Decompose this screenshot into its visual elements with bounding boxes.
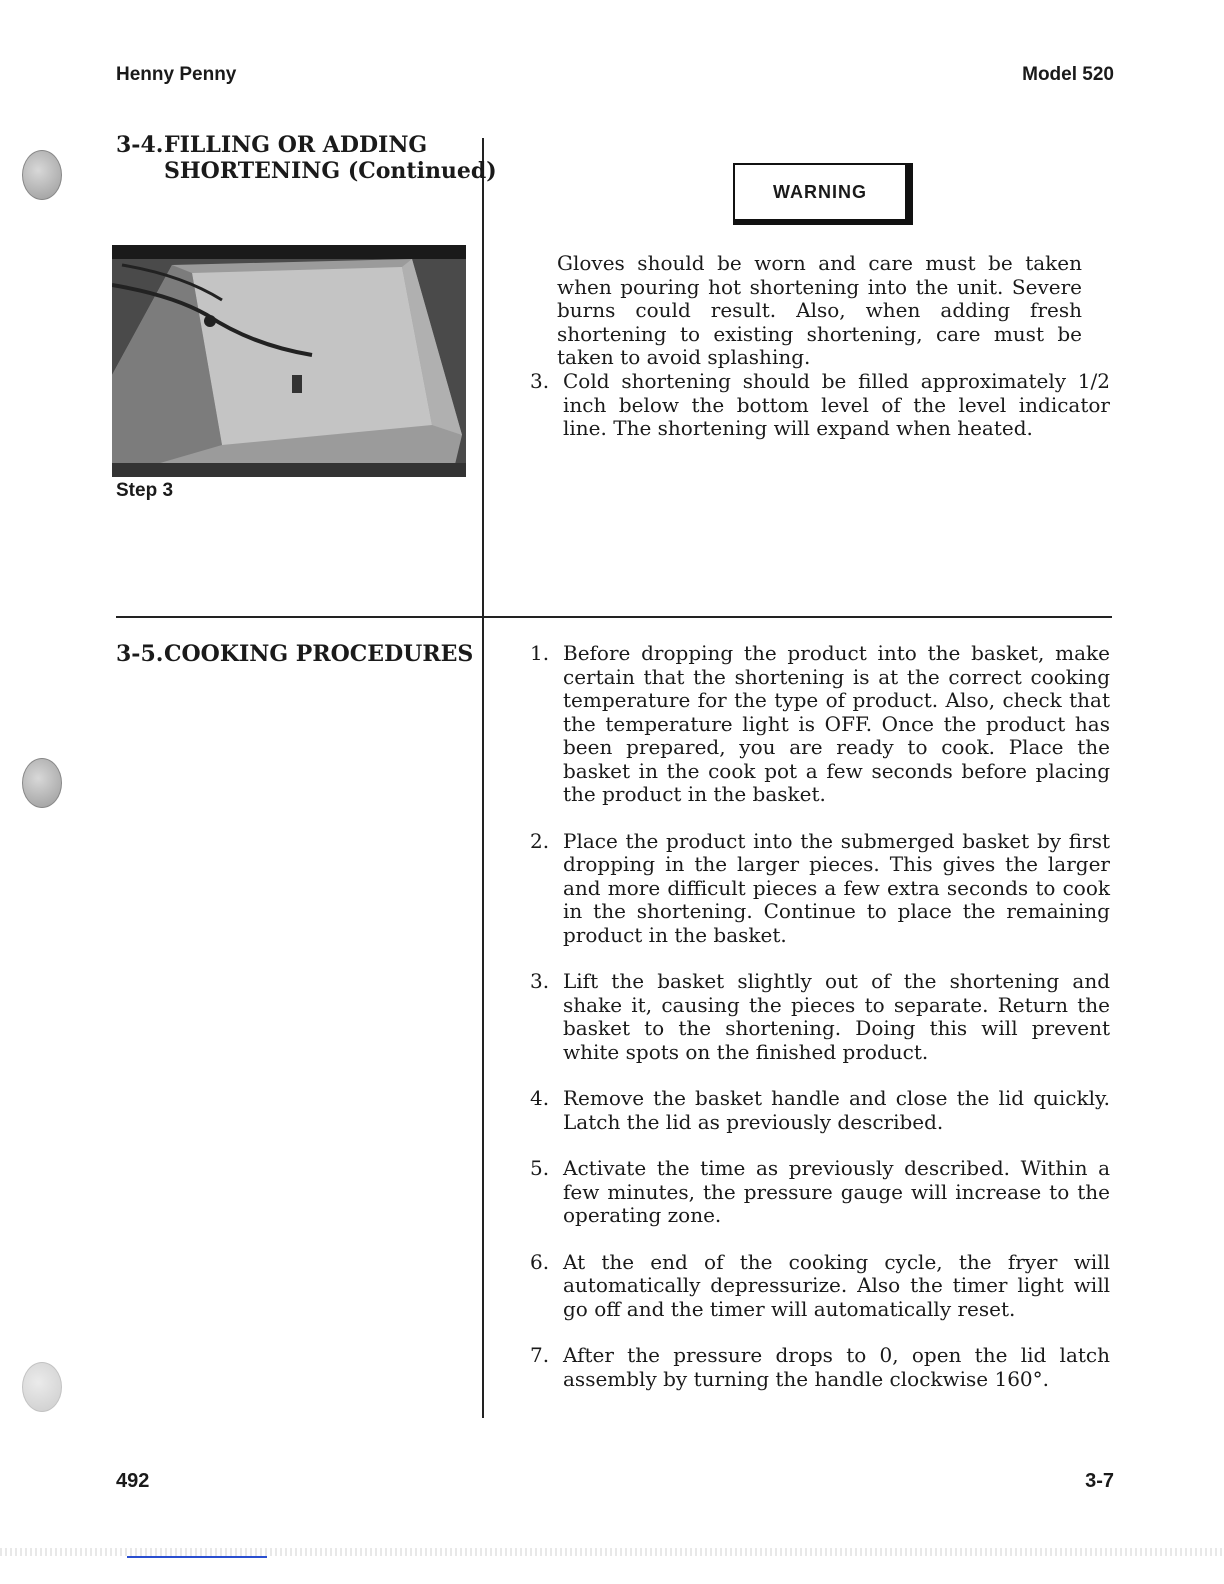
warning-label-box [733, 163, 913, 225]
warning-text: Gloves should be worn and care must be taken when pouring hot shortening into the unit. Severe burns could result. Also, when adding fresh shortening to existing shortening, care must be taken to avoid splashing. [557, 251, 1082, 369]
step-number: 1. [530, 641, 550, 665]
section-title: COOKING PROCEDURES [164, 641, 474, 667]
step-number: 6. [530, 1249, 550, 1274]
list-item [530, 970, 1110, 1064]
list-item [530, 1344, 1110, 1391]
punch-hole-middle [22, 758, 62, 808]
step-number: 7. [530, 1343, 550, 1367]
list-item [530, 1251, 1110, 1322]
punch-hole-bottom [22, 1362, 62, 1412]
scan-artifact-strip [0, 1548, 1224, 1556]
step-text: After the pressure drops to 0, open the lid latch assembly by turning the handle clockwise 160°. [563, 1343, 1110, 1391]
section-number: 3-5. [116, 641, 164, 667]
list-item [530, 830, 1110, 948]
photo-caption: Step 3 [116, 480, 174, 501]
footer-page-id: 492 [116, 1470, 150, 1492]
section-3-5-steps [530, 642, 1110, 1414]
step-number: 3. [530, 969, 550, 993]
warning-label: WARNING [773, 181, 867, 202]
footer-page-number: 3-7 [1085, 1470, 1114, 1492]
list-item [530, 1157, 1110, 1228]
step-text: Remove the basket handle and close the lid quickly. Latch the lid as previously described. [563, 1086, 1110, 1134]
fryer-pot-photo [112, 245, 466, 477]
section-number: 3-4. [116, 132, 164, 158]
list-item [530, 370, 1110, 441]
section-3-5-title [116, 641, 473, 667]
header-manufacturer: Henny Penny [116, 64, 237, 85]
step-text: Cold shortening should be filled approximately 1/2 inch below the bottom level of the level indicator line. The shortening will expand when heated. [563, 369, 1110, 440]
step-text: Activate the time as previously described. Within a few minutes, the pressure gauge will increase to the operating zone. [563, 1156, 1110, 1227]
punch-hole-top [22, 150, 62, 200]
step-text: Place the product into the submerged basket by first dropping in the larger pieces. This gives the larger and more difficult pieces a few extra seconds to cook in the shortening. Continue to place the remaining product in the basket. [563, 828, 1110, 947]
step-number: 3. [530, 369, 550, 393]
step-number: 5. [530, 1156, 550, 1180]
list-item [530, 642, 1110, 807]
step-text: At the end of the cooking cycle, the fryer will automatically depressurize. Also the timer light will go off and the timer will automatically reset. [563, 1249, 1110, 1321]
section-title-line1: FILLING OR ADDING [164, 132, 428, 158]
step-number: 4. [530, 1086, 550, 1110]
section-3-4-steps [530, 370, 1110, 464]
step-text: Lift the basket slightly out of the shortening and shake it, causing the pieces to separate. Return the basket to the shortening. Doing this will prevent white spots on the finished product. [563, 969, 1110, 1064]
scan-link-underline [127, 1556, 267, 1558]
list-item [530, 1087, 1110, 1134]
column-divider [482, 138, 484, 1418]
section-title-line2: SHORTENING (Continued) [164, 158, 497, 184]
header-model: Model 520 [1022, 64, 1114, 85]
section-3-4-title [116, 132, 497, 184]
step-text: Before dropping the product into the basket, make certain that the shortening is at the correct cooking temperature for the type of product. Also, check that the temperature light is OFF. Once the product has been prepared, you are ready to cook. Place the basket in the cook pot a few seconds before placing the product in the basket. [563, 641, 1110, 806]
step-number: 2. [530, 828, 550, 853]
section-divider [116, 616, 1112, 618]
